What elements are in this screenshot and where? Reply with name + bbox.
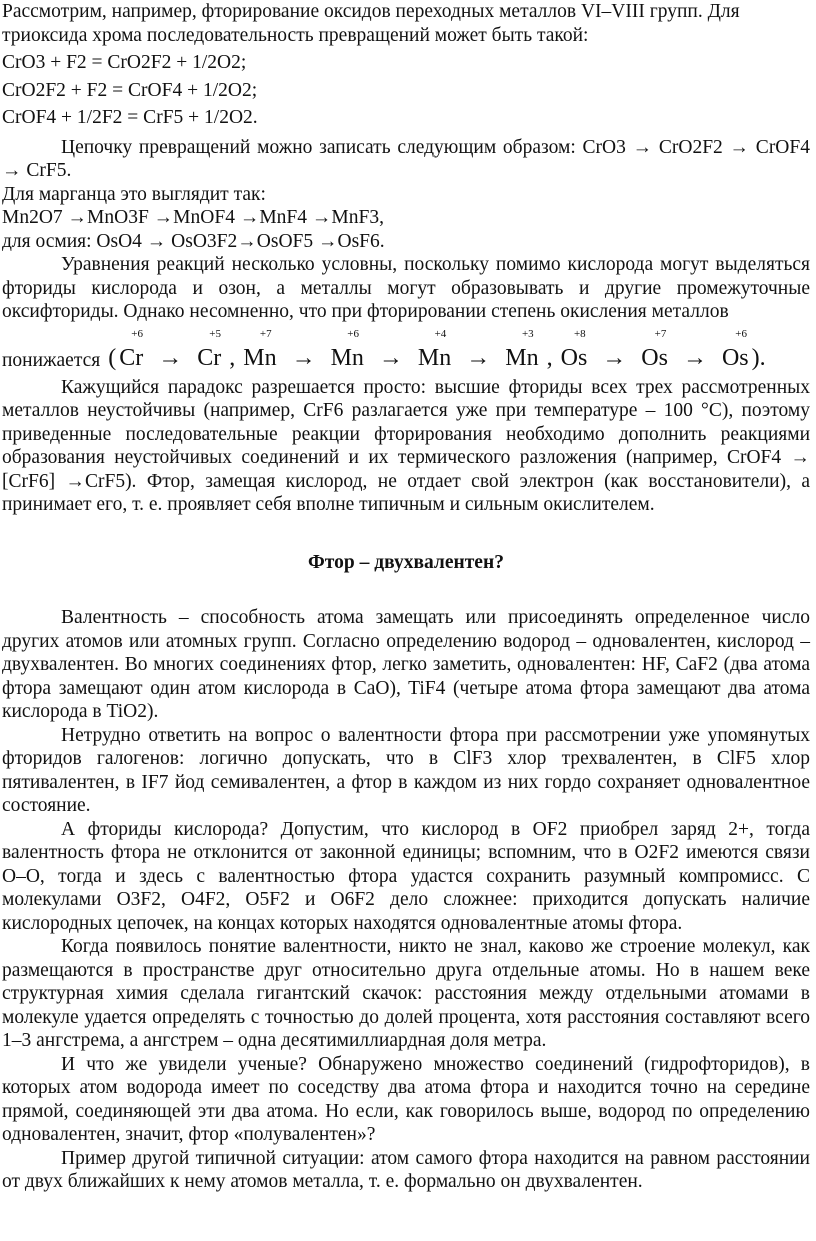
oxidation-row-label: понижается [2,349,101,371]
arrow: → [602,344,627,371]
chain-paragraph: Цепочку превращений можно записать следующим образом: CrO3 → CrO2F2 → CrOF4 → CrF5. [2,136,810,181]
valence-paragraph: Валентность – способность атома замещать или присоединять определенное число других атомов или атомных групп. Согласно определению водород – одновалентен, кислород – двухвалентен. Во многих соединениях фтор, легко заметить, одновалентен: HF, CaF2 (два атома фтора замещают один атом кислорода в CaO), TiF4 (четыре атома фтора замещают два атома кислорода в TiO2). [2,607,810,722]
comma: , [546,344,553,371]
ox-state: +5 [209,327,221,340]
ox-state: +6 [735,327,747,340]
arrow: → [158,344,183,371]
ox-state: +6 [347,327,359,340]
equation-2: CrO2F2 + F2 = CrOF4 + 1/2O2; [2,79,258,101]
oxidation-sequence [108,327,766,372]
ox-state: +7 [654,327,667,340]
ox-state: +7 [259,327,272,340]
paren-open: ( [108,344,117,371]
paren-close: ). [751,344,766,371]
arrow: → [466,344,491,371]
oxygen-fluorides-paragraph: А фториды кислорода? Допустим, что кислород в OF2 приобрел заряд 2+, тогда валентность фтора не отклонится от законной единицы; вспомним, что в O2F2 имеются связи O–O, тогда и здесь с валентностью фтора удастся сохранить разумный компромисс. С молекулами O3F2, O4F2, O5F2 и O6F2 дело сложнее: приходится допускать наличие кислородных цепочек, на концах которых находятся одновалентные атомы фтора. [2,818,810,934]
manganese-chain: Mn2O7 →MnO3F →MnOF4 →MnF4 →MnF3, [2,207,384,228]
comma: , [229,344,236,371]
element-mn-6: +6 Mn [330,327,364,371]
element-cr-5: +5 Cr [197,327,222,371]
equation-1: CrO3 + F2 = CrO2F2 + 1/2O2; [2,52,247,73]
element-mn-4: +4 Mn [417,327,452,371]
halogen-fluorides-paragraph: Нетрудно ответить на вопрос о валентности фтора при рассмотрении уже упомянутых фторидов галогенов: логично допускать, что в ClF3 хлор трехвалентен, в ClF5 хлор пятивалентен, в IF7 йод семивалентен, а фтор в каждом из них гордо сохраняет одновалентное состояние. [2,724,810,816]
arrow: → [291,344,316,371]
bivalent-example-paragraph: Пример другой типичной ситуации: атом самого фтора находится на равном расстоянии от двух ближайших к нему атомов металла, т. е. формально он двухвалентен. [2,1147,810,1192]
ox-state: +8 [573,327,586,340]
ox-state: +6 [131,327,143,340]
osmium-chain: для осмия: OsO4 → OsO3F2→OsOF5 →OsF6. [2,230,385,252]
equation-3: CrOF4 + 1/2F2 = CrF5 + 1/2O2. [2,107,258,128]
element-mn-7: +7 Mn [243,327,277,371]
hydrofluorides-paragraph: И что же увидели ученые? Обнаружено множество соединений (гидрофторидов), в которых атом водорода имеет по соседству два атома фтора и находится точно на середине прямой, соединяющей эти два атома. Но если, как говорилось выше, водород по определению одновалентен, значит, фтор «полувалентен»? [2,1053,810,1145]
intro-line-1: Рассмотрим, например, фторирование оксидов переходных металлов VI–VIII групп. Для [2,1,740,22]
ox-state: +4 [434,327,447,340]
structure-paragraph: Когда появилось понятие валентности, никто не знал, каково же строение молекул, как размещаются в пространстве друг относительно друга отдельные атомы. Но в нашем веке структурная химия сделала гигантский скачок: расстояния между отдельными атомами в молекуле удается определять с точностью до долей процента, хотя расстояния составляют всего 1–3 ангстрема, а ангстрем – одна десятимиллиардная доля метра. [2,936,810,1051]
arrow: → [378,344,403,371]
section-heading: Фтор – двухвалентен? [308,551,504,573]
intro-line-2: триоксида хрома последовательность превращений может быть такой: [2,24,589,46]
element-os-8: +8 Os [560,327,588,371]
equations-paragraph: Уравнения реакций несколько условны, поскольку помимо кислорода могут выделяться фториды кислорода и озон, а металлы могут образовывать и другие промежуточные оксифториды. Однако несомненно, что при фторировании степень окисления металлов [2,254,810,322]
element-os-7: +7 Os [641,327,668,371]
manganese-intro: Для марганца это выглядит так: [2,183,266,205]
ox-state: +3 [521,327,534,340]
element-mn-3: +3 Mn [505,327,539,371]
paradox-paragraph: Кажущийся парадокс разрешается просто: высшие фториды всех трех рассмотренных металлов неустойчивы (например, CrF6 разлагается уже при температуре – 100 °C), поэтому приведенные последовательные реакции фторирования необходимо дополнить реакциями образования неустойчивых соединений и их термического разложения (например, CrOF4 → [CrF6] →CrF5). Фтор, замещая кислород, не отдает свой электрон (как восстановители), а принимает его, т. е. проявляет себя вполне типичным и сильным окислителем. [2,376,810,515]
element-cr-6: +6 Cr [119,327,144,371]
arrow: → [682,344,707,371]
element-os-6: +6 Os [721,327,749,371]
oxidation-state-row [2,328,810,372]
